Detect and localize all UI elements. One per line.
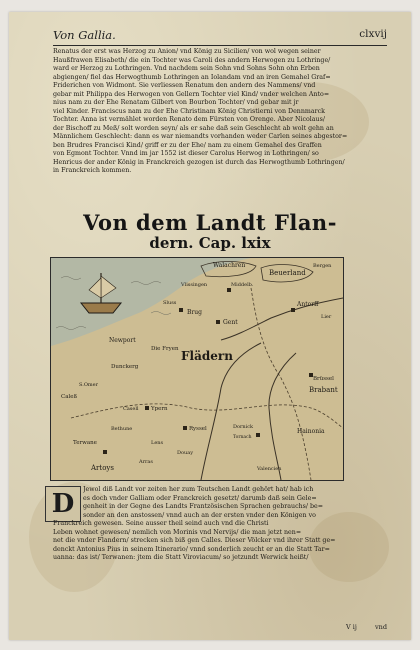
town-marker — [227, 288, 231, 292]
text-line: viel Kinder. Franciscus nam zu der Ehe Christinam König Christierni von Dennmarck — [53, 107, 325, 115]
map-label-brabant: Brabant — [309, 386, 338, 394]
initial-letter: D — [51, 489, 75, 519]
running-title: Von Gallia. — [53, 28, 116, 42]
text-line: ben Brudres Francisci Kind/ griff er zu der Ehe/ nam zu einem Gemahel des Graffen — [53, 141, 322, 149]
text-line: Haußfrawen Elisabeth/ die ein Tochter was Caroli des andern Herwogen zu Lothringe/ — [53, 56, 331, 64]
map-label-lier: Lier — [321, 314, 332, 320]
signature-mark: V ij — [346, 623, 357, 631]
decorated-initial — [45, 486, 81, 522]
map-label-dunckerg: Dunckerg — [111, 364, 139, 370]
map-label-middelburg: Middelb. — [231, 282, 254, 288]
catchwords — [330, 623, 387, 631]
text-line: ward er Herzog zu Lothringen. Vnd nachdem sein Sohn vnd Sohns Sohn ohn Erben — [53, 65, 320, 72]
map-label-artoys: Artoys — [91, 464, 114, 472]
map-label-sterkirch: S.Omer — [79, 382, 99, 388]
map-label-lille: Ryssel — [189, 426, 207, 432]
text-line: in Franckreich kommen. — [53, 167, 132, 174]
text-line: nius nam zu der Ehe Renatam Gilbert von Bourbon Tochter/ vnd gebar mit jr — [53, 99, 299, 106]
map-label-slus: Sluss — [163, 300, 177, 306]
map-label-bergen: Bergen — [313, 263, 332, 269]
chapter-heading: Von dem Landt Flan- — [83, 210, 337, 235]
bottom-paragraph-indented — [83, 486, 387, 520]
bottom-paragraph — [53, 520, 387, 563]
map-label-gent: Gent — [223, 319, 238, 326]
text-line: Henricus der ander König in Franckreich gezogen ist durch das Herwogthumb Lothringen/ — [53, 158, 345, 166]
flanders-woodcut-map — [50, 257, 344, 481]
text-line: abgiengen/ fiel das Herwogthumb Lothringen an Iolandam vnd an iren Gemahel Graf= — [53, 73, 331, 81]
town-marker — [183, 426, 187, 430]
map-label-bethune: Bethune — [111, 426, 133, 432]
map-label-lens: Lens — [151, 440, 164, 446]
text-line: Leben wohnet gewesen/ nemlich von Morinis vnd Nervijs/ die man jetzt nen= — [53, 528, 302, 536]
text-line: es doch vnder Galliam oder Franckreich gesetzt/ darumb daß sein Gele= — [83, 494, 317, 502]
map-label-tornach: Tornach — [233, 435, 252, 440]
chapter-subheading: dern. Cap. lxix — [149, 234, 271, 252]
map-label-antorff: Antorff — [297, 301, 319, 308]
map-svg — [51, 258, 343, 480]
map-label-walachren: Walachren — [213, 262, 246, 269]
text-line: gebar mit Philippa des Herwogen von Gellern Tochter viel Kind/ vnder welchen Anto= — [53, 90, 330, 98]
text-line: Renatus der erst was Herzog zu Anion/ vnd König zu Sicilien/ von wol wegen seiner — [53, 48, 321, 55]
text-line: denckt Antonius Pius in seinem Itinerario/ vnnd sonderlich zeucht er an die Statt Tar= — [53, 545, 330, 553]
text-line: Tochter. Anna ist vermählet worden Renato dem Fürsten von Orenge. Aber Nicolaus/ — [53, 116, 325, 123]
text-line: der Bischoff zu Meß/ solt worden seyn/ als er sahe daß sein Geschlecht ab wolt gehn an — [53, 124, 334, 132]
map-label-flandern: Flädern — [181, 349, 233, 363]
text-line: von Egmont Tochter. Vnnd im jar 1552 ist dieser Carolus Herwog in Lothringen/ so — [53, 150, 319, 157]
map-label-ipern: Ypern — [151, 406, 168, 412]
text-line: net die vnder Flandern/ strecken sich biß gen Calles. Dieser Völcker vnd ihrer Statt ge= — [53, 537, 336, 544]
text-line: sonder an den anstossen/ vnnd auch an der ersten vnder den Königen vo — [83, 511, 316, 519]
catchword: vnd — [374, 623, 387, 631]
text-line: Jewol diß Landt vor zeiten her zum Teutschen Landt gehört hat/ hab ich — [83, 486, 314, 493]
text-line: Friderichen von Widmont. Sie verliessen Renatum den andern des Nammens/ vnd — [53, 82, 316, 89]
map-label-die-fryen: Die Fryen — [151, 346, 179, 352]
text-line: genheit in der Gegne des Landts Frantzösischen Sprachen gebrauchs/ be= — [83, 503, 324, 510]
text-line: uanna: das ist/ Terwanen: jtem die Statt Viroviacum/ so jetzundt Werwick heißt/ — [53, 554, 309, 561]
book-page — [9, 12, 411, 640]
map-label-newport: Newport — [109, 337, 136, 344]
town-marker — [145, 406, 149, 410]
town-marker — [103, 450, 107, 454]
text-line: Männlichem Geschlecht: dann es war niemandts vorhanden weder Carlen seines abgestor= — [53, 133, 348, 140]
town-marker — [179, 308, 183, 312]
page-header — [53, 28, 387, 44]
map-label-arras: Arras — [139, 459, 153, 465]
map-label-brug: Brug — [187, 309, 202, 316]
text-line: Franckreich gewesen. Seine ausser theil seind auch vnd die Christi — [53, 520, 269, 527]
town-marker — [291, 308, 295, 312]
town-marker — [216, 320, 220, 324]
map-label-terwane: Terwane — [73, 440, 97, 446]
top-paragraph — [53, 48, 387, 176]
header-rule — [53, 45, 387, 46]
town-marker — [256, 433, 260, 437]
map-label-brussel: Brüssel — [313, 376, 334, 382]
map-label-hainonia: Hainonia — [297, 428, 325, 435]
map-label-dornick: Dornick — [233, 424, 254, 430]
map-label-douay: Douay — [177, 450, 194, 456]
map-label-caless: Caleß — [61, 394, 78, 400]
map-label-vlissingen: Vlissingen — [181, 282, 208, 288]
page-number: clxvij — [359, 28, 387, 40]
map-label-valencien: Valencien — [257, 466, 282, 472]
map-label-casell: Casell — [123, 406, 139, 412]
map-label-beuerland: Beuerland — [269, 269, 306, 277]
